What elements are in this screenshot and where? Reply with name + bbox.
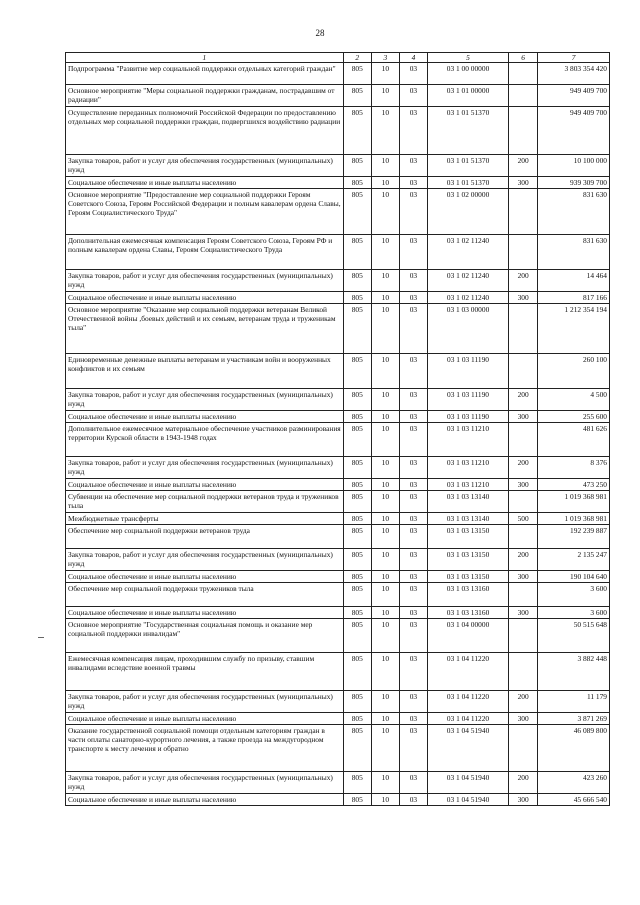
row-pr-code: 03 [399, 491, 427, 513]
row-name: Межбюджетные трансферты [66, 513, 344, 525]
row-name: Основное мероприятие "Меры социальной поддержки гражданам, пострадавшим от радиации" [66, 85, 344, 107]
row-name: Дополнительное ежемесячное материальное обеспечение участников разминирования территории Курской области в 1943-1948 годах [66, 423, 344, 457]
row-target-code: 03 1 03 11210 [427, 457, 508, 479]
table-body [66, 63, 610, 806]
row-pr-code: 03 [399, 583, 427, 607]
row-name: Дополнительная ежемесячная компенсация Героям Советского Союза, Героям РФ и полным кавалерам ордена Славы, Героям Социалистического Труда [66, 235, 344, 270]
row-gr-code: 805 [343, 292, 371, 304]
row-rz-code: 10 [371, 653, 399, 691]
row-rz-code: 10 [371, 794, 399, 806]
row-gr-code: 805 [343, 571, 371, 583]
row-amount: 481 626 [538, 423, 610, 457]
row-target-code: 03 1 03 13160 [427, 607, 508, 619]
row-expense-type [509, 525, 538, 549]
row-pr-code: 03 [399, 713, 427, 725]
row-gr-code: 805 [343, 691, 371, 713]
row-name: Закупка товаров, работ и услуг для обеспечения государственных (муниципальных) нужд [66, 457, 344, 479]
row-pr-code: 03 [399, 619, 427, 653]
table-row [66, 713, 610, 725]
row-expense-type [509, 189, 538, 235]
row-pr-code: 03 [399, 607, 427, 619]
row-rz-code: 10 [371, 107, 399, 155]
row-pr-code: 03 [399, 85, 427, 107]
row-rz-code: 10 [371, 691, 399, 713]
row-pr-code: 03 [399, 235, 427, 270]
row-pr-code: 03 [399, 653, 427, 691]
row-target-code: 03 1 01 00000 [427, 85, 508, 107]
row-amount: 46 089 800 [538, 725, 610, 772]
row-amount: 255 600 [538, 411, 610, 423]
row-name: Подпрограмма "Развитие мер социальной поддержки отдельных категорий граждан" [66, 63, 344, 85]
table-row [66, 292, 610, 304]
row-gr-code: 805 [343, 155, 371, 177]
row-amount: 817 166 [538, 292, 610, 304]
row-pr-code: 03 [399, 354, 427, 389]
row-amount: 1 212 354 194 [538, 304, 610, 354]
table-row [66, 725, 610, 772]
row-expense-type: 200 [509, 155, 538, 177]
row-expense-type: 300 [509, 571, 538, 583]
row-name: Обеспечение мер социальной поддержки тружеников тыла [66, 583, 344, 607]
row-pr-code: 03 [399, 270, 427, 292]
row-target-code: 03 1 02 11240 [427, 292, 508, 304]
row-rz-code: 10 [371, 491, 399, 513]
row-target-code: 03 1 03 11210 [427, 479, 508, 491]
row-amount: 3 871 269 [538, 713, 610, 725]
row-gr-code: 805 [343, 354, 371, 389]
row-rz-code: 10 [371, 457, 399, 479]
row-target-code: 03 1 02 11240 [427, 270, 508, 292]
row-rz-code: 10 [371, 304, 399, 354]
row-expense-type [509, 235, 538, 270]
row-expense-type: 300 [509, 292, 538, 304]
row-name: Закупка товаров, работ и услуг для обеспечения государственных (муниципальных) нужд [66, 389, 344, 411]
row-gr-code: 805 [343, 389, 371, 411]
row-name: Основное мероприятие "Предоставление мер социальной поддержки Героям Советского Союза, Героям Российской Федерации и полным кавалерам ордена Славы, Героям Социалистического Труда" [66, 189, 344, 235]
table-row [66, 583, 610, 607]
row-name: Социальное обеспечение и иные выплаты населению [66, 607, 344, 619]
row-rz-code: 10 [371, 389, 399, 411]
row-gr-code: 805 [343, 653, 371, 691]
row-gr-code: 805 [343, 85, 371, 107]
row-gr-code: 805 [343, 583, 371, 607]
table-row [66, 607, 610, 619]
row-pr-code: 03 [399, 177, 427, 189]
header-col-4: 4 [399, 53, 427, 63]
row-gr-code: 805 [343, 479, 371, 491]
row-pr-code: 03 [399, 107, 427, 155]
table-row [66, 457, 610, 479]
row-pr-code: 03 [399, 304, 427, 354]
header-row [66, 53, 610, 63]
row-gr-code: 805 [343, 107, 371, 155]
row-expense-type [509, 725, 538, 772]
row-amount: 45 666 540 [538, 794, 610, 806]
row-target-code: 03 1 00 00000 [427, 63, 508, 85]
page-number: 28 [315, 28, 325, 38]
table-header [66, 53, 610, 63]
row-amount: 939 309 700 [538, 177, 610, 189]
row-gr-code: 805 [343, 423, 371, 457]
row-name: Закупка товаров, работ и услуг для обеспечения государственных (муниципальных) нужд [66, 270, 344, 292]
row-target-code: 03 1 03 00000 [427, 304, 508, 354]
table-row [66, 423, 610, 457]
row-expense-type: 200 [509, 549, 538, 571]
row-amount: 3 600 [538, 607, 610, 619]
table-row [66, 354, 610, 389]
table-row [66, 691, 610, 713]
row-target-code: 03 1 03 13160 [427, 583, 508, 607]
row-expense-type: 300 [509, 177, 538, 189]
table-row [66, 63, 610, 85]
row-expense-type: 300 [509, 607, 538, 619]
row-gr-code: 805 [343, 607, 371, 619]
row-name: Закупка товаров, работ и услуг для обеспечения государственных (муниципальных) нужд [66, 691, 344, 713]
row-expense-type [509, 304, 538, 354]
row-gr-code: 805 [343, 63, 371, 85]
row-amount: 831 630 [538, 235, 610, 270]
row-pr-code: 03 [399, 691, 427, 713]
table-row [66, 155, 610, 177]
row-rz-code: 10 [371, 85, 399, 107]
row-amount: 14 464 [538, 270, 610, 292]
row-expense-type: 300 [509, 479, 538, 491]
row-amount: 831 630 [538, 189, 610, 235]
row-expense-type [509, 107, 538, 155]
row-pr-code: 03 [399, 549, 427, 571]
row-expense-type [509, 653, 538, 691]
row-expense-type: 200 [509, 691, 538, 713]
row-target-code: 03 1 03 11190 [427, 354, 508, 389]
row-expense-type [509, 354, 538, 389]
row-gr-code: 805 [343, 525, 371, 549]
row-gr-code: 805 [343, 189, 371, 235]
row-rz-code: 10 [371, 189, 399, 235]
row-amount: 3 803 354 420 [538, 63, 610, 85]
row-amount: 1 019 368 981 [538, 491, 610, 513]
row-expense-type: 300 [509, 713, 538, 725]
row-rz-code: 10 [371, 411, 399, 423]
row-target-code: 03 1 03 11190 [427, 389, 508, 411]
row-amount: 3 882 448 [538, 653, 610, 691]
row-name: Закупка товаров, работ и услуг для обеспечения государственных (муниципальных) нужд [66, 549, 344, 571]
row-rz-code: 10 [371, 525, 399, 549]
row-gr-code: 805 [343, 270, 371, 292]
row-target-code: 03 1 01 51370 [427, 155, 508, 177]
row-name: Единовременные денежные выплаты ветеранам и участникам войн и вооруженных конфликтов и их семьям [66, 354, 344, 389]
row-name: Социальное обеспечение и иные выплаты населению [66, 292, 344, 304]
row-amount: 949 409 700 [538, 107, 610, 155]
row-target-code: 03 1 04 11220 [427, 713, 508, 725]
row-name: Социальное обеспечение и иные выплаты населению [66, 479, 344, 491]
row-name: Социальное обеспечение и иные выплаты населению [66, 794, 344, 806]
row-target-code: 03 1 03 13150 [427, 549, 508, 571]
row-gr-code: 805 [343, 304, 371, 354]
row-gr-code: 805 [343, 713, 371, 725]
row-rz-code: 10 [371, 423, 399, 457]
row-amount: 473 250 [538, 479, 610, 491]
row-expense-type: 500 [509, 513, 538, 525]
row-rz-code: 10 [371, 725, 399, 772]
row-pr-code: 03 [399, 411, 427, 423]
row-expense-type: 200 [509, 772, 538, 794]
table-row [66, 491, 610, 513]
row-expense-type [509, 63, 538, 85]
row-name: Оказание государственной социальной помощи отдельным категориям граждан в части оплаты санаторно-курортного лечения, а также проезда на междугородном транспорте к месту лечения и обратно [66, 725, 344, 772]
row-target-code: 03 1 03 11210 [427, 423, 508, 457]
row-rz-code: 10 [371, 549, 399, 571]
table-row [66, 189, 610, 235]
row-amount: 2 135 247 [538, 549, 610, 571]
row-target-code: 03 1 01 51370 [427, 107, 508, 155]
row-target-code: 03 1 02 11240 [427, 235, 508, 270]
row-target-code: 03 1 03 13140 [427, 491, 508, 513]
row-gr-code: 805 [343, 619, 371, 653]
row-target-code: 03 1 03 13150 [427, 571, 508, 583]
header-col-3: 3 [371, 53, 399, 63]
table-row [66, 479, 610, 491]
row-expense-type [509, 85, 538, 107]
row-name: Закупка товаров, работ и услуг для обеспечения государственных (муниципальных) нужд [66, 155, 344, 177]
row-pr-code: 03 [399, 513, 427, 525]
row-pr-code: 03 [399, 571, 427, 583]
row-pr-code: 03 [399, 725, 427, 772]
table-row [66, 107, 610, 155]
row-expense-type: 300 [509, 411, 538, 423]
row-rz-code: 10 [371, 607, 399, 619]
row-gr-code: 805 [343, 177, 371, 189]
table-row [66, 85, 610, 107]
row-name: Закупка товаров, работ и услуг для обеспечения государственных (муниципальных) нужд [66, 772, 344, 794]
row-amount: 10 100 000 [538, 155, 610, 177]
row-gr-code: 805 [343, 491, 371, 513]
row-pr-code: 03 [399, 772, 427, 794]
row-rz-code: 10 [371, 177, 399, 189]
row-expense-type: 200 [509, 389, 538, 411]
row-expense-type [509, 491, 538, 513]
row-target-code: 03 1 04 00000 [427, 619, 508, 653]
row-amount: 50 515 648 [538, 619, 610, 653]
row-target-code: 03 1 04 11220 [427, 653, 508, 691]
table-row [66, 794, 610, 806]
row-name: Осуществление переданных полномочий Российской Федерации по предоставлению отдельных мер социальной поддержки граждан, подвергшихся воздействию радиации [66, 107, 344, 155]
row-pr-code: 03 [399, 189, 427, 235]
row-name: Субвенции на обеспечение мер социальной поддержки ветеранов труда и тружеников тыла [66, 491, 344, 513]
row-gr-code: 805 [343, 772, 371, 794]
row-amount: 8 376 [538, 457, 610, 479]
row-rz-code: 10 [371, 63, 399, 85]
row-amount: 192 239 887 [538, 525, 610, 549]
row-pr-code: 03 [399, 794, 427, 806]
row-name: Ежемесячная компенсация лицам, проходившим службу по призыву, ставшим инвалидами вследствие военной травмы [66, 653, 344, 691]
row-name: Основное мероприятие "Оказание мер социальной поддержки ветеранам Великой Отечественной войны ,боевых действий и их семьям, ветеранам труда и труженикам тыла" [66, 304, 344, 354]
row-rz-code: 10 [371, 270, 399, 292]
table-row [66, 304, 610, 354]
row-rz-code: 10 [371, 479, 399, 491]
row-target-code: 03 1 04 51940 [427, 772, 508, 794]
row-rz-code: 10 [371, 513, 399, 525]
row-pr-code: 03 [399, 525, 427, 549]
row-expense-type [509, 423, 538, 457]
row-rz-code: 10 [371, 354, 399, 389]
row-rz-code: 10 [371, 235, 399, 270]
table-row [66, 177, 610, 189]
row-target-code: 03 1 03 13140 [427, 513, 508, 525]
row-amount: 423 260 [538, 772, 610, 794]
row-pr-code: 03 [399, 389, 427, 411]
row-rz-code: 10 [371, 713, 399, 725]
row-expense-type [509, 583, 538, 607]
header-col-1: 1 [66, 53, 344, 63]
row-expense-type [509, 619, 538, 653]
row-name: Социальное обеспечение и иные выплаты населению [66, 713, 344, 725]
row-rz-code: 10 [371, 155, 399, 177]
table-row [66, 619, 610, 653]
header-col-5: 5 [427, 53, 508, 63]
header-col-2: 2 [343, 53, 371, 63]
row-gr-code: 805 [343, 411, 371, 423]
row-rz-code: 10 [371, 292, 399, 304]
row-expense-type: 200 [509, 457, 538, 479]
table-row [66, 525, 610, 549]
header-col-6: 6 [509, 53, 538, 63]
row-expense-type: 200 [509, 270, 538, 292]
row-amount: 4 500 [538, 389, 610, 411]
row-name: Социальное обеспечение и иные выплаты населению [66, 177, 344, 189]
table-row [66, 653, 610, 691]
row-pr-code: 03 [399, 457, 427, 479]
table-row [66, 549, 610, 571]
table-row [66, 270, 610, 292]
table-row [66, 411, 610, 423]
row-pr-code: 03 [399, 479, 427, 491]
table-row [66, 513, 610, 525]
row-target-code: 03 1 03 13150 [427, 525, 508, 549]
row-gr-code: 805 [343, 513, 371, 525]
row-pr-code: 03 [399, 155, 427, 177]
header-col-7: 7 [538, 53, 610, 63]
row-target-code: 03 1 04 11220 [427, 691, 508, 713]
row-amount: 949 409 700 [538, 85, 610, 107]
row-gr-code: 805 [343, 549, 371, 571]
row-rz-code: 10 [371, 571, 399, 583]
row-amount: 11 179 [538, 691, 610, 713]
row-name: Социальное обеспечение и иные выплаты населению [66, 411, 344, 423]
row-gr-code: 805 [343, 235, 371, 270]
table-row [66, 235, 610, 270]
budget-table [65, 52, 610, 806]
row-gr-code: 805 [343, 794, 371, 806]
row-pr-code: 03 [399, 423, 427, 457]
table-row [66, 772, 610, 794]
row-pr-code: 03 [399, 63, 427, 85]
row-gr-code: 805 [343, 457, 371, 479]
row-name: Обеспечение мер социальной поддержки ветеранов труда [66, 525, 344, 549]
row-amount: 260 100 [538, 354, 610, 389]
row-name: Основное мероприятие "Государственная социальная помощь и оказание мер социальной поддержки инвалидам" [66, 619, 344, 653]
row-target-code: 03 1 04 51940 [427, 725, 508, 772]
row-target-code: 03 1 01 51370 [427, 177, 508, 189]
row-amount: 190 104 640 [538, 571, 610, 583]
row-pr-code: 03 [399, 292, 427, 304]
row-target-code: 03 1 02 00000 [427, 189, 508, 235]
row-rz-code: 10 [371, 619, 399, 653]
row-rz-code: 10 [371, 583, 399, 607]
margin-mark [38, 637, 44, 638]
row-target-code: 03 1 03 11190 [427, 411, 508, 423]
row-amount: 3 600 [538, 583, 610, 607]
row-target-code: 03 1 04 51940 [427, 794, 508, 806]
row-name: Социальное обеспечение и иные выплаты населению [66, 571, 344, 583]
row-amount: 1 019 368 981 [538, 513, 610, 525]
table-row [66, 389, 610, 411]
row-gr-code: 805 [343, 725, 371, 772]
table-row [66, 571, 610, 583]
row-expense-type: 300 [509, 794, 538, 806]
row-rz-code: 10 [371, 772, 399, 794]
